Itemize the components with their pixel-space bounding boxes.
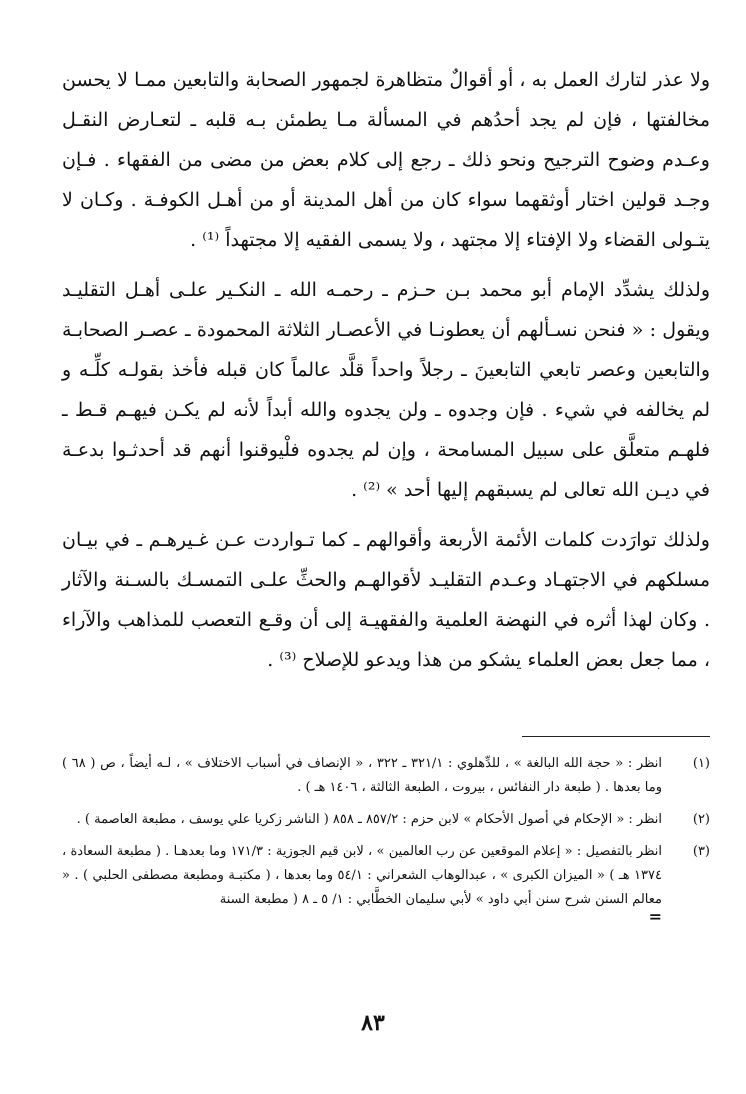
footnote-text-body: انظر بالتفصيل : « إعلام الموقعين عن رب العالمين » ، لابن قيم الجوزية : ١٧١/٣ وما بعدهـا . ( مطبعة السعادة ، ١٣٧٤ هـ ) « الميزان الكبرى » ، عبدالوهاب الشعراني : ٥٤/١ وما بعدها ، ( مكتبـة ومطبعة مصطفى الحلبي ) . « معالم السنن شرح سنن أبي داود » لأبي سليمان الخطَّابي : ١/ ٥ ـ ٨ ( مطبعة السنة xyxy=(62,844,662,907)
footnote-text xyxy=(62,840,662,926)
footnote-text: انظر : « حجة الله البالغة » ، للدِّهلوي : ٣٢١/١ ـ ٣٢٢ ، « الإنصاف في أسباب الاختلاف » ، لـه أيضاً ، ص ( ٦٨ ) وما بعدها . ( طبعة دار النفائس ، بيروت ، الطبعة الثالثة ، ١٤٠٦ هـ ) . xyxy=(62,756,662,795)
footnote-number: (١) xyxy=(692,756,710,771)
footnote-2 xyxy=(62,808,710,832)
footnote-3 xyxy=(62,840,710,926)
page-number: ٨٣ xyxy=(361,1010,385,1036)
footnote-text: انظر : « الإحكام في أصول الأحكام » لابن حزم : ٨٥٧/٢ ـ ٨٥٨ ( الناشر زكريا علي يوسف ، مطبعة العاصمة ) . xyxy=(76,812,662,827)
paragraph-2: ولذلك يشدِّد الإمام أبو محمد بـن حـزم ـ رحمـه الله ـ النكـير علـى أهـل التقليـد ويقول : « فنحن نسـألهم أن يعطونـا في الأعصـار الثلاثة المحمودة ـ عصـر الصحابـة والتابعين وعصر تابعي التابعينَ ـ رجلاً واحداً قلَّد عالماً كان قبله فأخذ بقولـه كلِّـه و لم يخالفه في شيء . فإن وجدوه ـ ولن يجدوه والله أبداً لأنه لم يكـن فيهـم قـط ـ فلهـم متعلَّق على سبيل المسامحة ، وإن لم يجدوه فلْيوقنوا أنهم قد أحدثـوا بدعـة في ديـن الله تعالى لم يسبقهم إليها أحد » ⁽²⁾ . xyxy=(62,279,710,501)
paragraph-3: ولذلك توارَدت كلمات الأئمة الأربعة وأقوالهم ـ كما تـواردت عـن غـيرهـم ـ في بيـان مسلكهم في الاجتهـاد وعـدم التقليـد لأقوالهـم والحثِّ علـى التمسـك بالسـنة والآثار . وكان لهذا أثره في النهضة العلمية والفقهيـة إلى أن وقـع التعصب للمذاهب والآراء ، مما جعل بعض العلماء يشكو من هذا ويدعو للإصلاح ⁽³⁾ . xyxy=(62,529,710,671)
page-body xyxy=(62,60,710,680)
paragraph-1: ولا عذر لتارك العمل به ، أو أقوالٌ متظاهرة لجمهور الصحابة والتابعين ممـا لا يحسن مخالفتها ، فإن لم يجد أحدُهم في المسألة مـا يطمئن بـه قلبه ـ لتعـارض النقـل وعـدم وضوح الترجيح ونحو ذلك ـ رجع إلى كلام بعض من مضى من الفقهاء . فـإن وجـد قولين اختار أوثقهما سواء كان من أهل المدينة أو من أهـل الكوفـة . وكـان لا يتـولى القضاء ولا الإفتاء إلا مجتهد ، ولا يسمى الفقيه إلا مجتهداً ⁽¹⁾ . xyxy=(62,69,710,251)
footnote-number: (٣) xyxy=(692,844,710,859)
footnote-number: (٢) xyxy=(692,812,710,827)
main-text xyxy=(62,60,710,680)
footnote-1 xyxy=(62,752,710,800)
footnote-separator xyxy=(522,736,710,737)
footnote-continuation-mark: = xyxy=(648,907,662,926)
footnotes xyxy=(62,752,710,930)
